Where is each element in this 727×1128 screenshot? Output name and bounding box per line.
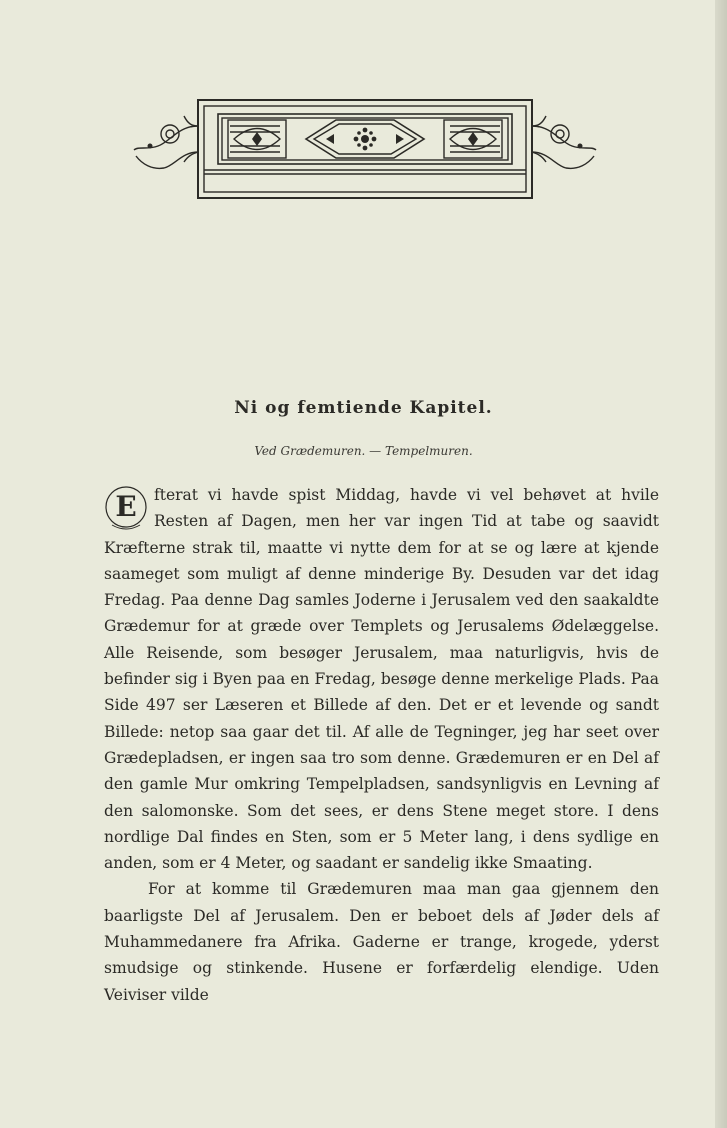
body-text	[104, 482, 659, 1008]
paragraph-1-text: fterat vi havde spist Middag, havde vi vel behøvet at hvile Resten af Dagen, men her var ingen Tid at tabe og saavidt Kræfterne strak til, maatte vi nytte dem for at se og lære at kjende saameget som muligt af denne minderige By. Desuden var det idag Fredag. Paa denne Dag samles Joderne i Jerusalem ved den saakaldte Grædemur for at græde over Templets og Jerusalems Ødelæggelse. Alle Reisende, som besøger Jerusalem, maa naturligvis, hvis de befinder sig i Byen paa en Fredag, besøge denne merkelige Plads. Paa Side 497 ser Læseren et Billede af den. Det er et levende og sandt Billede: netop saa gaar det til. Af alle de Tegninger, jeg har seet over Grædepladsen, er ingen saa tro som denne. Grædemuren er en Del af den gamle Mur omkring Tempelpladsen, sandsynligvis en Levning af den salomonske. Som det sees, er dens Stene meget store. I dens nordlige Dal findes en Sten, som er 5 Meter lang, i dens sydlige en anden, som er 4 Meter, og saadant er sandelig ikke Smaating.	[104, 486, 659, 873]
paragraph-2: For at komme til Grædemuren maa man gaa gjennem den baarligste Del af Jerusalem. Den er beboet dels af Jøder dels af Muhammedanere fra Afrika. Gaderne er trange, krogede, yderst smudsige og stinkende. Husene er forfærdelig elendige. Uden Veiviser vilde	[104, 880, 659, 1004]
svg-text:E: E	[115, 490, 137, 523]
page-edge	[715, 0, 727, 1128]
chapter-title: Ni og femtiende Kapitel.	[234, 398, 493, 418]
paragraph-1	[104, 482, 659, 876]
chapter-ornament	[130, 96, 600, 204]
dropcap-initial	[104, 485, 148, 531]
chapter-subtitle: Ved Grædemuren. — Tempelmuren.	[254, 444, 473, 458]
